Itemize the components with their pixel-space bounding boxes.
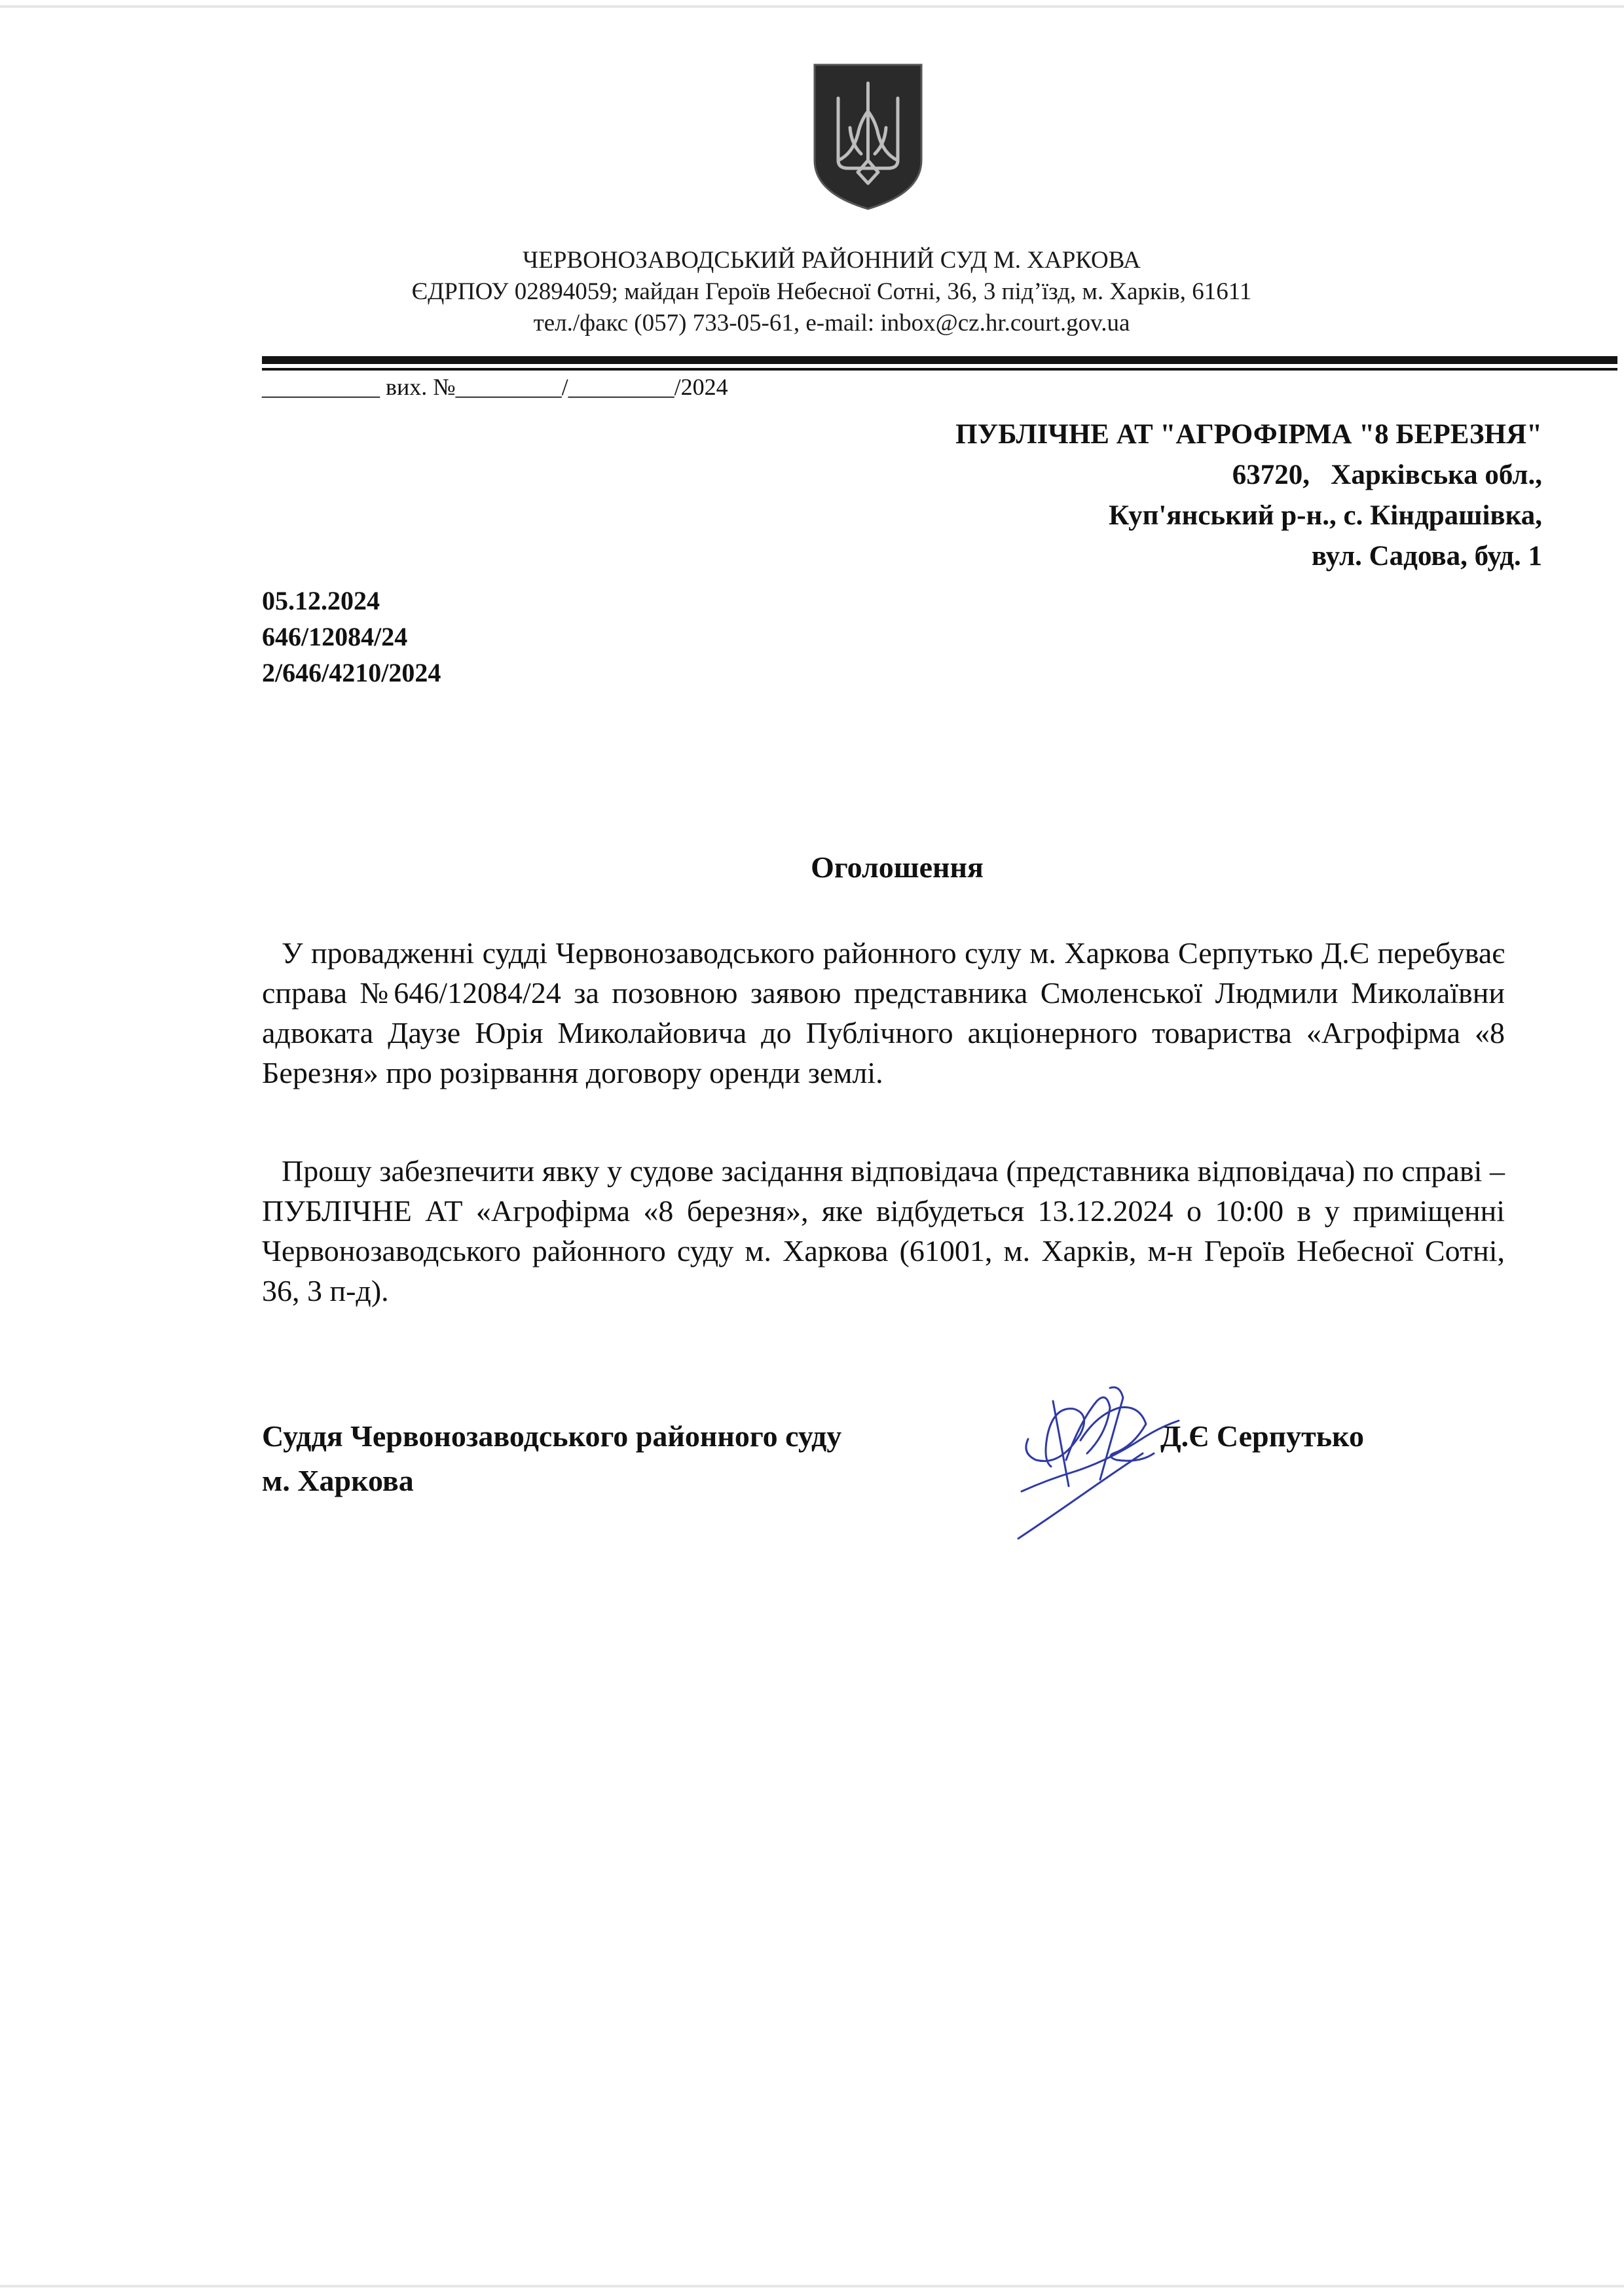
- recipient-block: [955, 414, 1542, 577]
- outgoing-number-line: __________ вих. №_________/_________/2024: [262, 374, 728, 400]
- signatory-position: [262, 1414, 841, 1503]
- reference-block: [262, 583, 441, 691]
- scan-edge-bottom: [0, 2285, 1624, 2287]
- header-rule-thick: [262, 356, 1617, 364]
- recipient-street: вул. Садова, буд. 1: [1311, 541, 1542, 572]
- signatory-position-line1: Суддя Червонозаводського районного суду: [262, 1419, 842, 1453]
- body-paragraph: Прошу забезпечити явку у судове засідання відповідача (представника відповідача) по справі – ПУБЛІЧНЕ АТ «Агрофірма «8 березня», яке відбудеться 13.12.2024 о 10:00 в у приміщенні Червонозаводського районного суду м. Харкова (61001, м. Харків, м-н Героїв Небесної Сотні, 36, 3 п-д).: [262, 1154, 1505, 1307]
- court-name: ЧЕРВОНОЗАВОДСЬКИЙ РАЙОННИЙ СУД М. ХАРКОВА: [523, 247, 1141, 274]
- case-number: 646/12084/24: [262, 622, 408, 651]
- signatory-position-line2: м. Харкова: [262, 1464, 414, 1497]
- document-date: 05.12.2024: [262, 586, 380, 615]
- body-paragraph: У провадженні судді Червонозаводського районного сулу м. Харкова Серпутько Д.Є перебуває справа №646/12084/24 за позовною заявою представника Смоленської Людмили Миколаївни адвоката Даузе Юрія Миколайовича до Публічного акціонерного товариства «Агрофірма «8 Березня» про розірвання договору оренди землі.: [262, 936, 1505, 1089]
- coat-of-arms-icon: [812, 62, 924, 211]
- court-address: ЄДРПОУ 02894059; майдан Героїв Небесної Сотні, 36, 3 під’їзд, м. Харків, 61611: [411, 278, 1252, 305]
- recipient-name: ПУБЛІЧНЕ АТ "АГРОФІРМА "8 БЕРЕЗНЯ": [955, 419, 1542, 450]
- proceeding-number: 2/646/4210/2024: [262, 658, 441, 687]
- signatory-name: Д.Є Серпутько: [1160, 1419, 1364, 1453]
- recipient-postcode-region: 63720, Харківська обл.,: [1232, 460, 1542, 490]
- scan-edge-top: [0, 5, 1624, 8]
- recipient-district-village: Куп'янський р-н., с. Кіндрашівка,: [1108, 500, 1542, 531]
- court-contacts: тел./факс (057) 733-05-61, e-mail: inbox@cz.hr.court.gov.ua: [533, 310, 1130, 337]
- document-title: Оголошення: [811, 850, 984, 884]
